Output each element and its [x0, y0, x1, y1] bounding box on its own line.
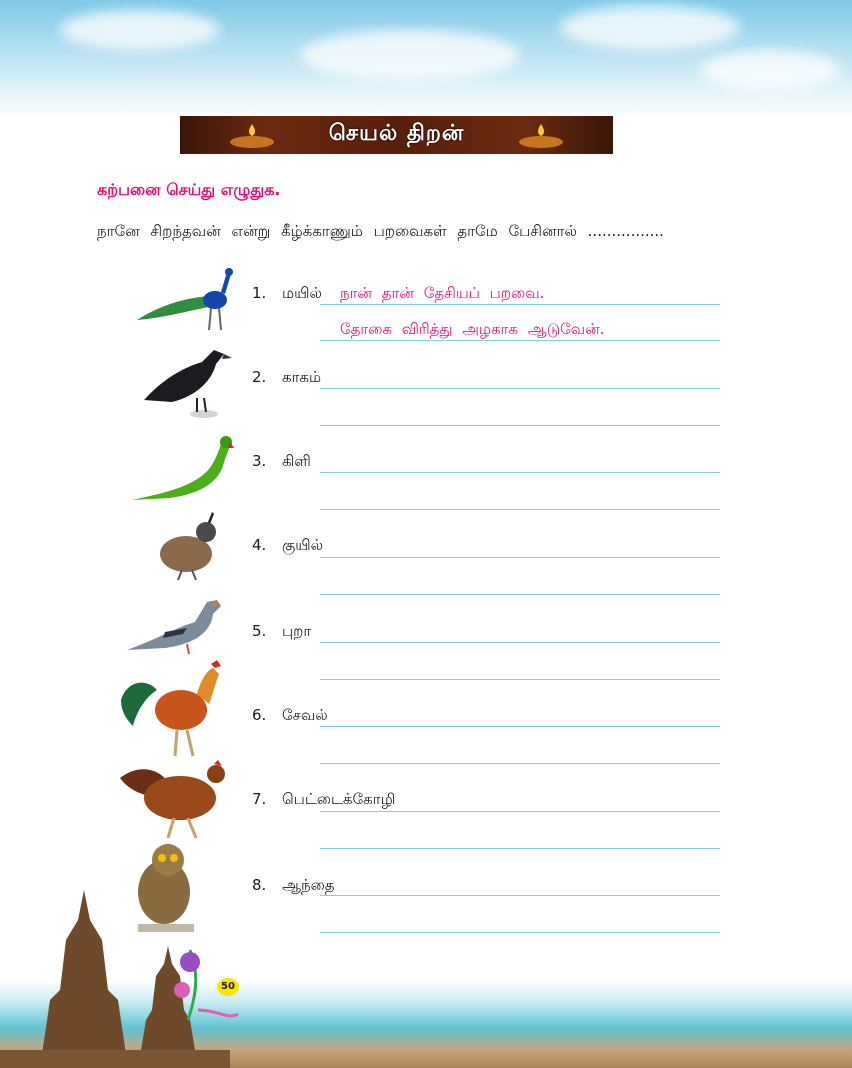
parrot-icon [130, 432, 234, 504]
item-label: மயில் [282, 284, 322, 302]
item-number: 3. [252, 452, 267, 470]
answer-text: தோகை விரித்து அழகாக ஆடுவேன். [340, 320, 605, 338]
writing-line[interactable] [320, 340, 720, 341]
writing-line[interactable] [320, 848, 720, 849]
quail-icon [152, 510, 222, 582]
crow-icon [142, 340, 232, 418]
hen-icon [118, 758, 230, 840]
item-label: புறா [282, 622, 312, 640]
writing-line[interactable] [320, 642, 720, 643]
item-label: பெட்டைக்கோழி [282, 790, 396, 808]
item-number: 8. [252, 876, 267, 894]
writing-line[interactable] [320, 932, 720, 933]
writing-line[interactable] [320, 388, 720, 389]
writing-line[interactable] [320, 509, 720, 510]
item-label: சேவல் [282, 706, 328, 724]
oil-lamp-icon [501, 120, 581, 150]
item-number: 6. [252, 706, 267, 724]
writing-line[interactable] [320, 726, 720, 727]
writing-line[interactable] [320, 425, 720, 426]
sky-header [0, 0, 852, 120]
writing-line[interactable] [320, 763, 720, 764]
item-number: 4. [252, 536, 267, 554]
banner-title: செயல் திறன் [328, 121, 465, 146]
writing-line[interactable] [320, 472, 720, 473]
item-label: ஆந்தை [282, 876, 335, 894]
item-number: 7. [252, 790, 267, 808]
exercise-heading: கற்பனை செய்து எழுதுக. [97, 180, 281, 199]
writing-line[interactable] [320, 557, 720, 558]
item-number: 5. [252, 622, 267, 640]
writing-line[interactable] [320, 895, 720, 896]
peacock-icon [135, 262, 235, 332]
item-label: குயில் [282, 536, 324, 554]
item-number: 1. [252, 284, 267, 302]
writing-line[interactable] [320, 679, 720, 680]
item-number: 2. [252, 368, 267, 386]
page-number: 50 [217, 978, 239, 996]
item-label: காகம் [282, 368, 322, 386]
rooster-icon [117, 660, 223, 760]
answer-text: நான் தான் தேசியப் பறவை. [340, 284, 545, 302]
oil-lamp-icon [212, 120, 292, 150]
item-label: கிளி [282, 452, 311, 470]
title-banner [180, 116, 613, 154]
writing-line[interactable] [320, 594, 720, 595]
writing-line[interactable] [320, 304, 720, 305]
exercise-intro: நானே சிறந்தவன் என்று கீழ்க்காணும் பறவைகள் தாமே பேசினால் ................ [97, 222, 664, 240]
writing-line[interactable] [320, 811, 720, 812]
pigeon-icon [125, 588, 225, 656]
